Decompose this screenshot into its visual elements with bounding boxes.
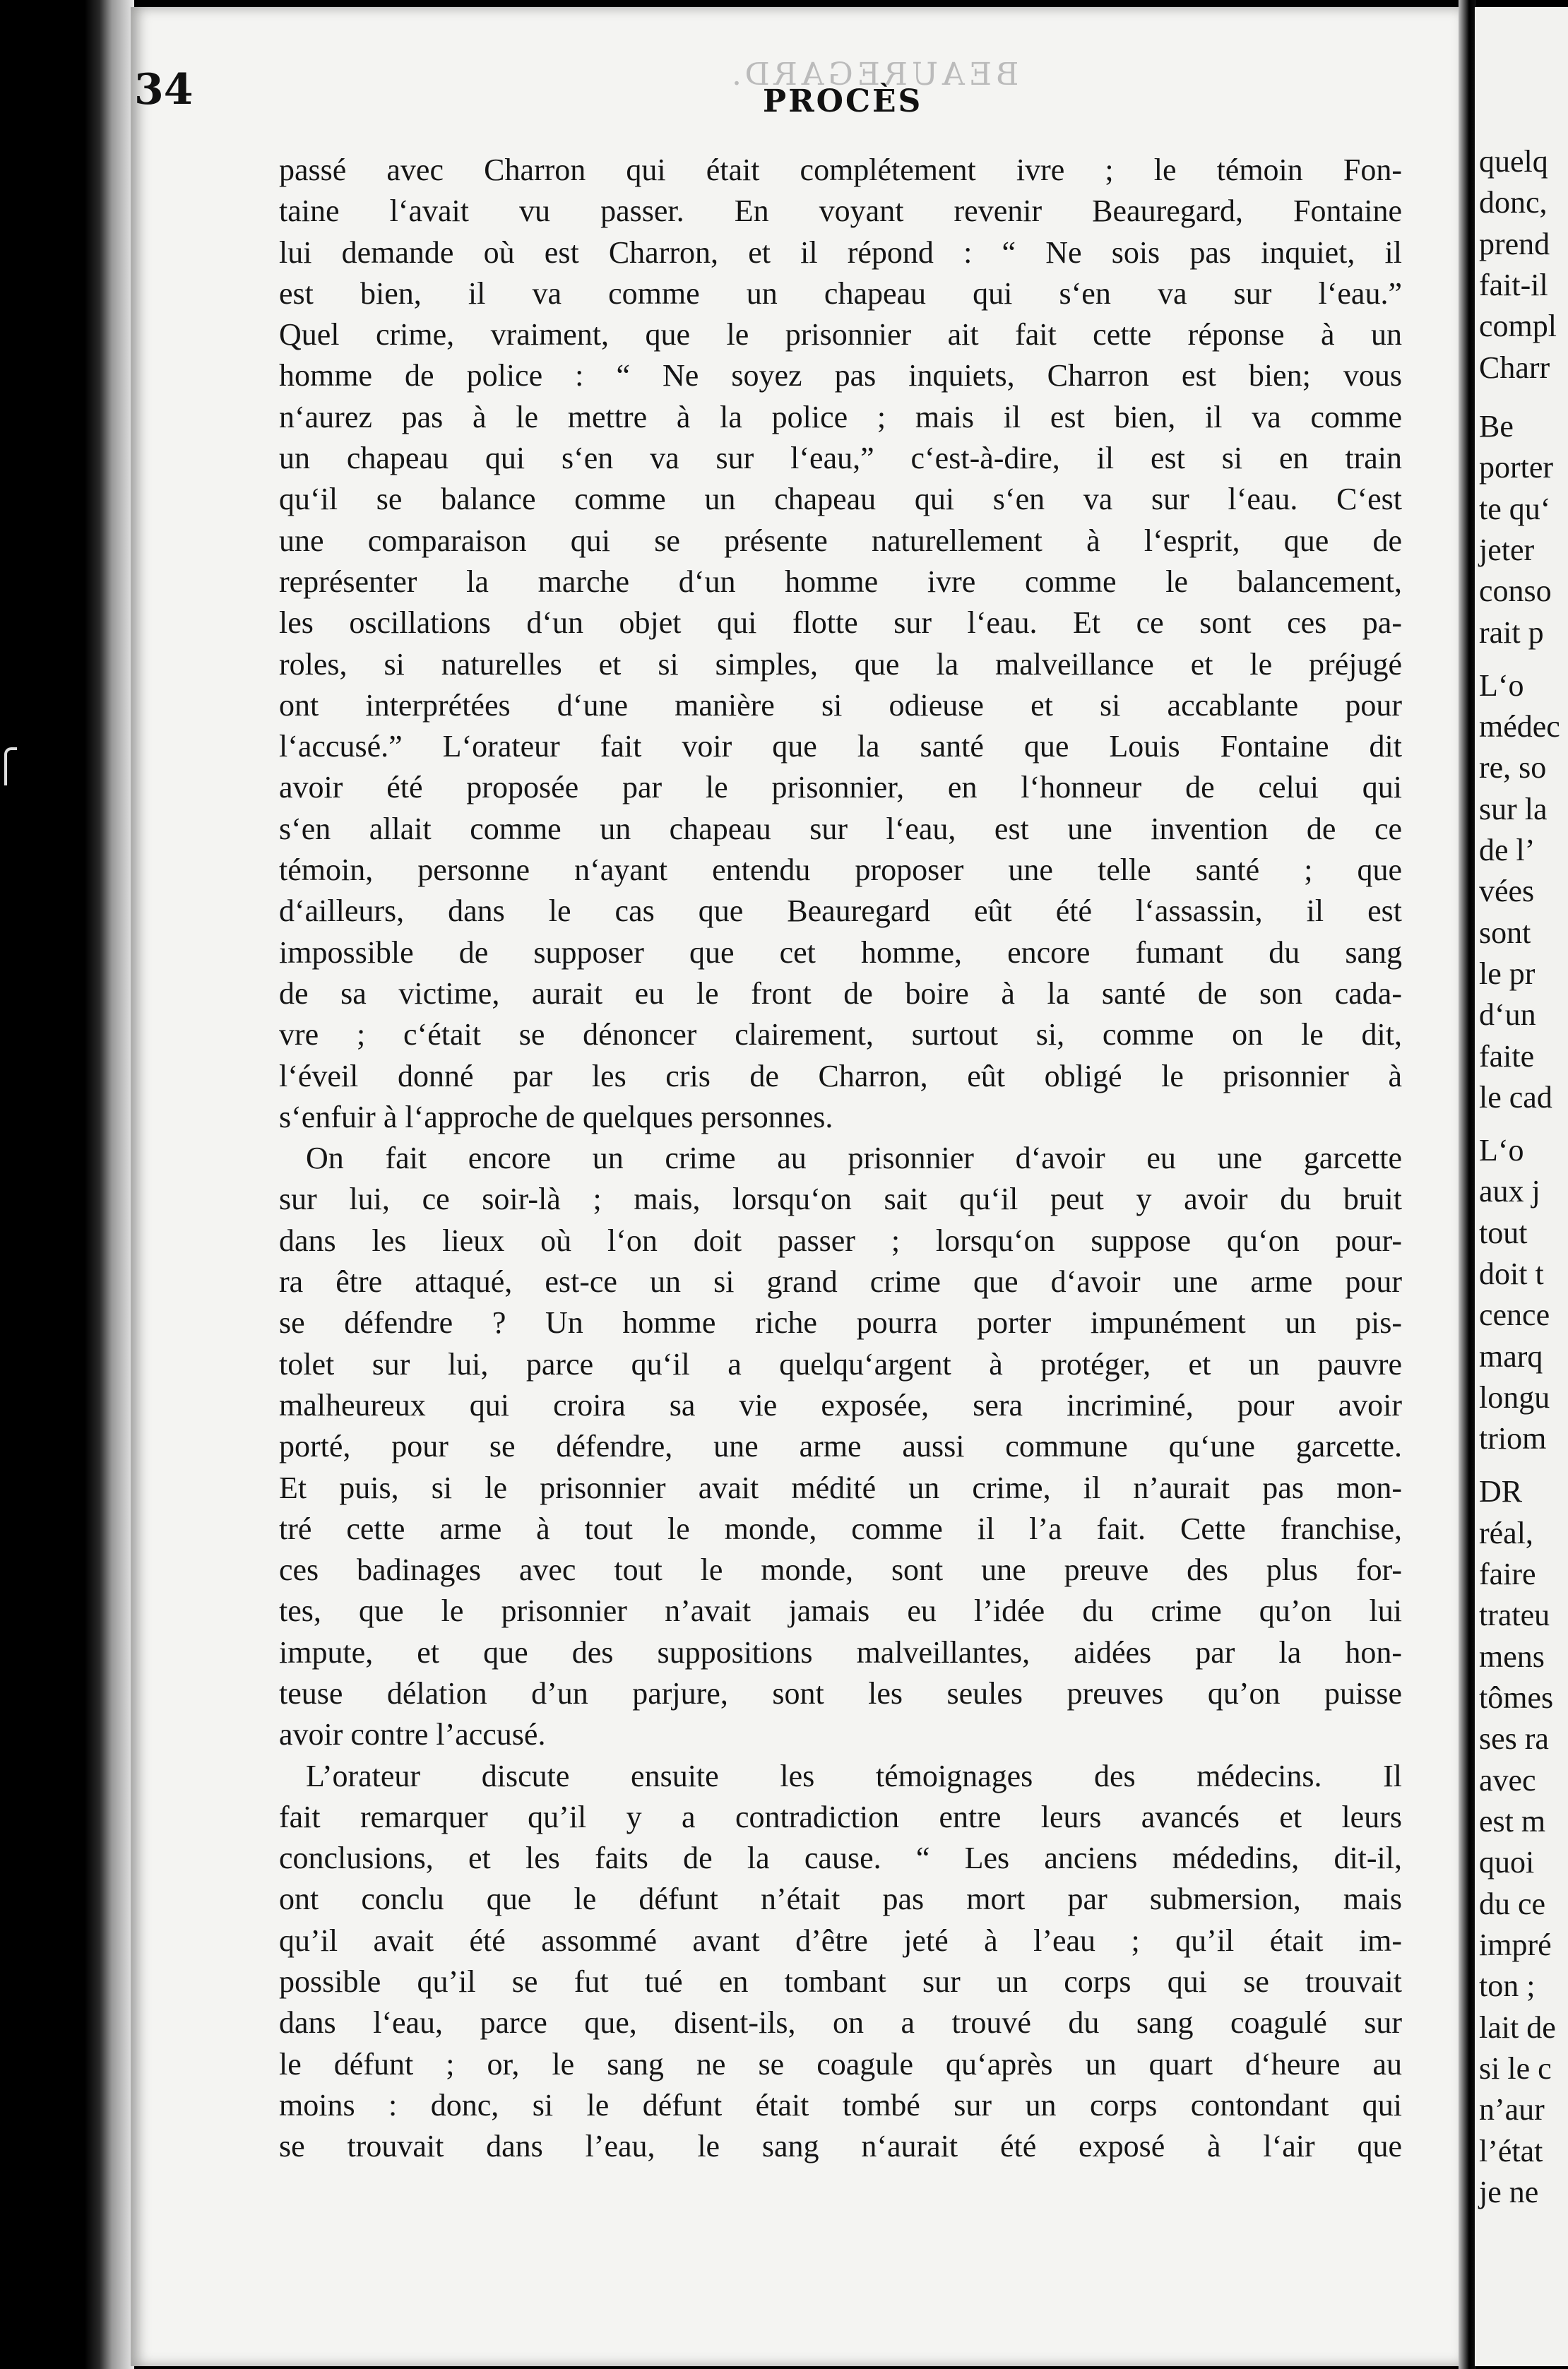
facing-page-fragment: DR [1479,1474,1523,1509]
text-line: n‘aurez pas à le mettre à la police ; mais il est bien, il va comme [279,399,1402,434]
page-number: 34 [134,65,194,114]
bleed-through-running-title: BEAUREGARD. [727,57,1019,93]
facing-page-fragment: vées [1479,874,1535,908]
text-line: ra être attaqué, est-ce un si grand crime que d‘avoir une arme pour [279,1264,1402,1300]
text-line: tes, que le prisonnier n’avait jamais eu l’idée du crime qu’on lui [279,1593,1402,1629]
text-line: fait remarquer qu’il y a contradiction entre leurs avancés et leurs [279,1799,1402,1834]
text-line: Quel crime, vraiment, que le prisonnier ait fait cette réponse à un [279,317,1402,352]
facing-page-fragment: jeter [1479,533,1535,567]
facing-page-fragment: je ne [1479,2175,1539,2209]
facing-page-fragment: porter [1479,450,1554,485]
text-line: dans l‘eau, parce que, disent-ils, on a trouvé du sang coagulé sur [279,2005,1402,2041]
facing-page-fragment: doit t [1479,1257,1544,1291]
text-line: l‘éveil donné par les cris de Charron, eût obligé le prisonnier à [279,1058,1402,1093]
text-line: moins : donc, si le défunt était tombé sur un corps contondant qui [279,2087,1402,2122]
facing-page-fragment: lait de [1479,2010,1556,2045]
text-line: taine l‘avait vu passer. En voyant revenir Beauregard, Fontaine [279,194,1402,229]
text-line: lui demande où est Charron, et il répond : “ Ne sois pas inquiet, il [279,234,1402,270]
text-line: qu’il avait été assommé avant d’être jeté à l’eau ; qu’il était im- [279,1923,1402,1958]
facing-page-fragment: du ce [1479,1887,1546,1921]
text-line: l‘accusé.” L‘orateur fait voir que la santé que Louis Fontaine dit [279,729,1402,764]
facing-page-fragment: sur la [1479,792,1548,826]
text-line: d‘ailleurs, dans le cas que Beauregard eût été l‘assassin, il est [279,893,1402,929]
facing-page-fragment: faite [1479,1039,1535,1074]
text-line: tolet sur lui, parce qu‘il a quelqu‘argent à protéger, et un pauvre [279,1346,1402,1382]
facing-page-fragment: de l’ [1479,833,1536,867]
text-line: ont conclu que le défunt n’était pas mort par submersion, mais [279,1882,1402,1917]
text-line: représenter la marche d‘un homme ivre comme le balancement, [279,564,1402,599]
facing-page-fragment: sont [1479,915,1531,950]
facing-page-fragment: avec [1479,1763,1536,1798]
facing-page-fragment: fait-il [1479,268,1548,302]
text-line: dans les lieux où l‘on doit passer ; lorsqu‘on suppose qu‘on pour- [279,1223,1402,1258]
text-line: se défendre ? Un homme riche pourra porter impunément un pis- [279,1305,1402,1341]
text-line: malheureux qui croira sa vie exposée, sera incriminé, pour avoir [279,1387,1402,1423]
text-line: s‘en allait comme un chapeau sur l‘eau, est une invention de ce [279,811,1402,846]
facing-page-fragment: L‘o [1479,668,1524,703]
facing-page-fragment: tout [1479,1216,1528,1250]
text-line: possible qu’il se fut tué en tombant sur un corps qui se trouvait [279,1964,1402,2000]
facing-page-fragment: le pr [1479,956,1536,991]
facing-page-fragment: médec [1479,709,1560,744]
text-line: qu‘il se balance comme un chapeau qui s‘en va sur l‘eau. C‘est [279,482,1402,517]
text-line: les oscillations d‘un objet qui flotte sur l‘eau. Et ce sont ces pa- [279,605,1402,641]
facing-page-fragment: est m [1479,1804,1546,1839]
facing-page-fragment: Charr [1479,350,1550,385]
facing-page-fragment: prend [1479,227,1550,261]
text-line: sur lui, ce soir-là ; mais, lorsqu‘on sait qu‘il peut y avoir du bruit [279,1182,1402,1217]
facing-page-fragment: le cad [1479,1080,1552,1115]
facing-page-fragment: d‘un [1479,997,1536,1032]
facing-page-fragment: quoi [1479,1845,1535,1880]
facing-page-fragment: donc, [1479,185,1548,220]
facing-page-fragment: trateu [1479,1598,1550,1632]
text-line: témoin, personne n‘ayant entendu proposer une telle santé ; que [279,853,1402,888]
text-line: teuse délation d’un parjure, sont les seules preuves qu’on puisse [279,1675,1402,1711]
facing-page-fragment: conso [1479,574,1552,608]
text-line: un chapeau qui s‘en va sur l‘eau,” c‘est-à-dire, il est si en train [279,441,1402,476]
text-line: avoir contre l’accusé. [279,1717,546,1752]
text-line: le défunt ; or, le sang ne se coagule qu‘après un quart d‘heure au [279,2046,1402,2082]
text-line: est bien, il va comme un chapeau qui s‘en va sur l‘eau.” [279,275,1402,311]
text-line: roles, si naturelles et si simples, que la malveillance et le préjugé [279,646,1402,682]
text-line: passé avec Charron qui était complétement ivre ; le témoin Fon- [279,153,1402,187]
page-gutter [1459,0,1476,2369]
facing-page-fragment: marq [1479,1339,1543,1374]
facing-page-fragment: si le c [1479,2051,1552,2086]
facing-page-fragment: triom [1479,1421,1547,1456]
facing-page-fragment: tômes [1479,1680,1554,1715]
facing-page-fragment: réal, [1479,1516,1533,1550]
text-line: avoir été proposée par le prisonnier, en l‘honneur de celui qui [279,770,1402,805]
page-body-text [279,150,1402,2168]
text-line: conclusions, et les faits de la cause. “ Les anciens médedins, dit-il, [279,1841,1402,1876]
text-line: L’orateur discute ensuite les témoignages des médecins. Il [306,1758,1402,1793]
text-line: Et puis, si le prisonnier avait médité un crime, il n’aurait pas mon- [279,1470,1402,1505]
facing-page-fragment: re, so [1479,750,1547,785]
running-title: PROCÈS [763,83,923,119]
text-line: une comparaison qui se présente naturellement à l‘esprit, que de [279,523,1402,558]
facing-page-fragment: ton ; [1479,1969,1536,2003]
text-line: impossible de supposer que cet homme, encore fumant du sang [279,934,1402,970]
text-line: On fait encore un crime au prisonnier d‘avoir eu une garcette [306,1141,1402,1176]
facing-page-fragment: ses ra [1479,1721,1549,1756]
text-line: de sa victime, aurait eu le front de boire à la santé de son cada- [279,975,1402,1011]
facing-page-fragment: faire [1479,1557,1536,1591]
facing-page-fragment: n’aur [1479,2092,1545,2127]
scan-edge-mark [4,747,17,785]
facing-page-fragment: impré [1479,1928,1552,1962]
text-line: vre ; c‘était se dénoncer clairement, surtout si, comme on le dit, [279,1017,1402,1052]
facing-page-fragment: l’état [1479,2134,1543,2168]
facing-page-fragment: rait p [1479,615,1544,650]
text-line: impute, et que des suppositions malveillantes, aidées par la hon- [279,1634,1402,1670]
text-line: ces badinages avec tout le monde, sont une preuve des plus for- [279,1552,1402,1588]
facing-page-fragment: longu [1479,1380,1550,1415]
facing-page-fragment: L‘o [1479,1133,1524,1168]
facing-page-edge [1475,7,1568,2366]
text-line: se trouvait dans l’eau, le sang n‘aurait été exposé à l‘air que [279,2129,1402,2164]
book-binding-shadow [85,0,134,2369]
facing-page-fragment: te qu‘ [1479,492,1551,526]
facing-page-fragment: quelq [1479,144,1548,179]
text-line: tré cette arme à tout le monde, comme il l’a fait. Cette franchise, [279,1511,1402,1546]
facing-page-fragment: cence [1479,1298,1550,1332]
text-line: ont interprétées d‘une manière si odieuse et si accablante pour [279,687,1402,723]
text-line: s‘enfuir à l‘approche de quelques personnes. [279,1099,833,1134]
facing-page-fragment: mens [1479,1639,1545,1674]
text-line: porté, pour se défendre, une arme aussi commune qu‘une garcette. [279,1429,1402,1464]
text-line: homme de police : “ Ne soyez pas inquiets, Charron est bien; vous [279,358,1402,393]
facing-page-fragment: compl [1479,309,1557,343]
facing-page-fragment: aux j [1479,1174,1540,1209]
facing-page-fragment: Be [1479,409,1514,444]
